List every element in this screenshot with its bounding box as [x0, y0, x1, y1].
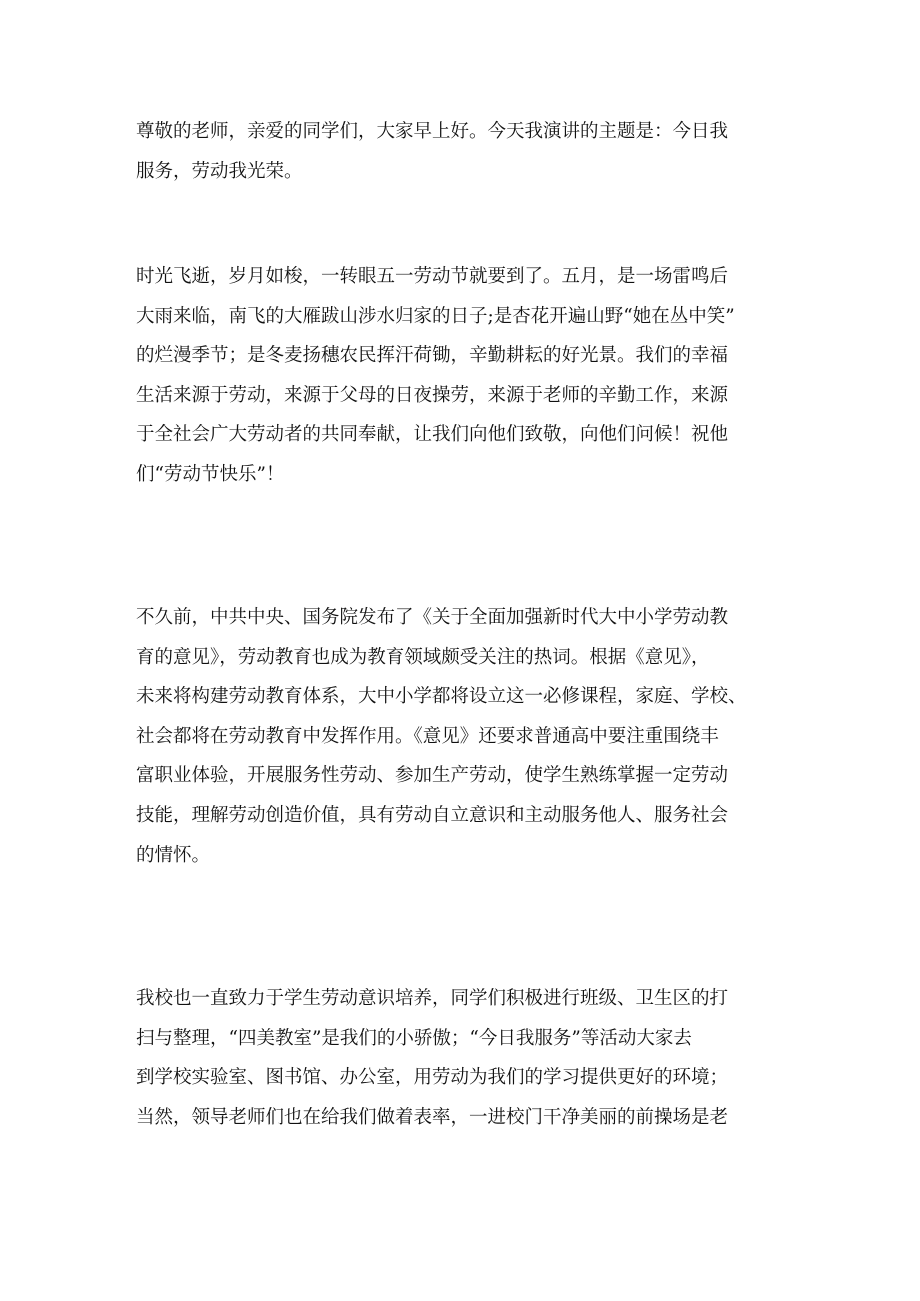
text-line: 时光飞逝，岁月如梭，一转眼五一劳动节就要到了。五月，是一场雷鸣后 — [136, 266, 729, 287]
text-line: 服务，劳动我光荣。 — [136, 160, 303, 182]
text-line: 育的意见》，劳动教育也成为教育领域颇受关注的热词。根据《意见》， — [136, 646, 710, 668]
text-line: 到学校实验室、图书馆、办公室，用劳动为我们的学习提供更好的环境； — [136, 1067, 729, 1089]
text-line: 社会都将在劳动教育中发挥作用。《意见》还要求普通高中要注重围绕丰 — [136, 725, 719, 747]
text-line: 的烂漫季节；是冬麦扬穗农民挥汗荷锄，辛勤耕耘的好光景。我们的幸福 — [136, 345, 729, 367]
paragraph-school-practice — [136, 979, 806, 1137]
text-line: 当然，领导老师们也在给我们做着表率，一进校门干净美丽的前操场是老 — [136, 1106, 729, 1128]
text-line: 扫与整理，“四美教室”是我们的小骄傲；“今日我服务”等活动大家去 — [136, 1027, 692, 1049]
paragraph-may-day — [136, 257, 806, 495]
text-line: 大雨来临，南飞的大雁跋山涉水归家的日子;是杏花开遍山野“她在丛中笑” — [136, 305, 735, 327]
text-line: 们“劳动节快乐”！ — [136, 463, 285, 485]
text-line: 未来将构建劳动教育体系，大中小学都将设立这一必修课程，家庭、学校、 — [136, 686, 747, 708]
text-line: 不久前，中共中央、国务院发布了《关于全面加强新时代大中小学劳动教 — [136, 607, 729, 628]
text-line: 尊敬的老师，亲爱的同学们，大家早上好。今天我演讲的主题是：今日我 — [136, 121, 729, 142]
text-line: 的情怀。 — [136, 844, 211, 866]
text-line: 技能，理解劳动创造价值，具有劳动自立意识和主动服务他人、服务社会 — [136, 804, 729, 826]
text-line: 生活来源于劳动，来源于父母的日夜操劳，来源于老师的辛勤工作，来源 — [136, 384, 729, 406]
text-line: 富职业体验，开展服务性劳动、参加生产劳动，使学生熟练掌握一定劳动 — [136, 765, 729, 787]
text-line: 我校也一直致力于学生劳动意识培养，同学们积极进行班级、卫生区的打 — [136, 988, 729, 1009]
text-line: 于全社会广大劳动者的共同奉献，让我们向他们致敬，向他们问候！祝他 — [136, 424, 729, 446]
paragraph-labor-education — [136, 598, 806, 875]
paragraph-greeting — [136, 112, 806, 191]
